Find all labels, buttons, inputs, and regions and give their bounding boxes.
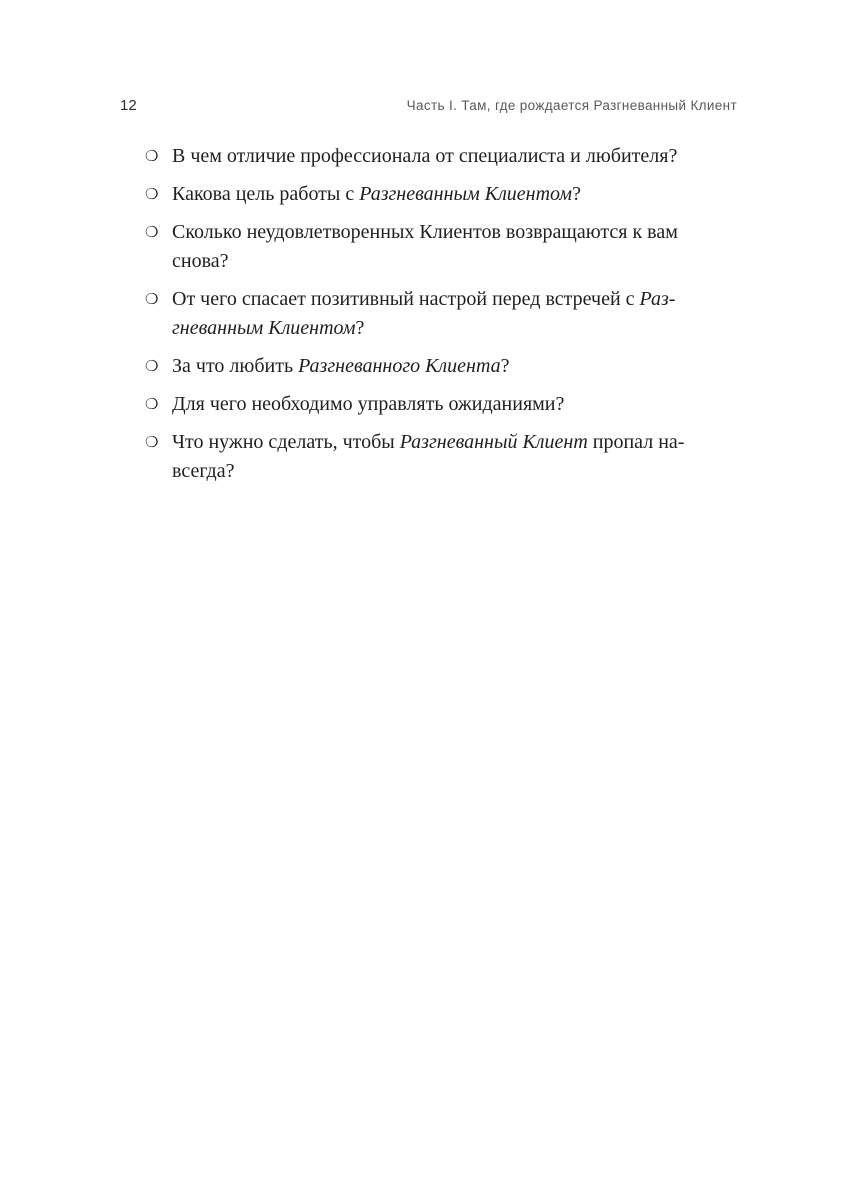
question-text: Сколько неудовлетворенных Клиентов возвращаются к вам снова? (172, 221, 678, 272)
bullet-icon: ❍ (145, 397, 159, 413)
page-header (120, 97, 737, 114)
bullet-icon: ❍ (145, 187, 159, 203)
question-text: Какова цель работы с Разгневанным Клиентом? (172, 183, 581, 205)
running-title: Часть I. Там, где рождается Разгневанный Клиент (406, 98, 737, 113)
question-text: В чем отличие профессионала от специалиста и любителя? (172, 145, 678, 167)
bullet-icon: ❍ (145, 359, 159, 375)
question-text: Для чего необходимо управлять ожиданиями? (172, 393, 565, 415)
list-item (145, 218, 739, 276)
bullet-icon: ❍ (145, 225, 159, 241)
list-item (145, 285, 739, 343)
question-list (145, 142, 739, 495)
list-item (145, 428, 739, 486)
bullet-icon: ❍ (145, 149, 159, 165)
bullet-icon: ❍ (145, 292, 159, 308)
question-text: За что любить Разгневанного Клиента? (172, 355, 510, 377)
list-item (145, 390, 739, 419)
question-text: Что нужно сделать, чтобы Разгневанный Клиент пропал навсегда? (172, 431, 685, 482)
list-item (145, 352, 739, 381)
bullet-icon: ❍ (145, 435, 159, 451)
list-item (145, 142, 739, 171)
page-number: 12 (120, 97, 137, 114)
question-text: От чего спасает позитивный настрой перед встречей с Разгневанным Клиентом? (172, 288, 676, 339)
list-item (145, 180, 739, 209)
